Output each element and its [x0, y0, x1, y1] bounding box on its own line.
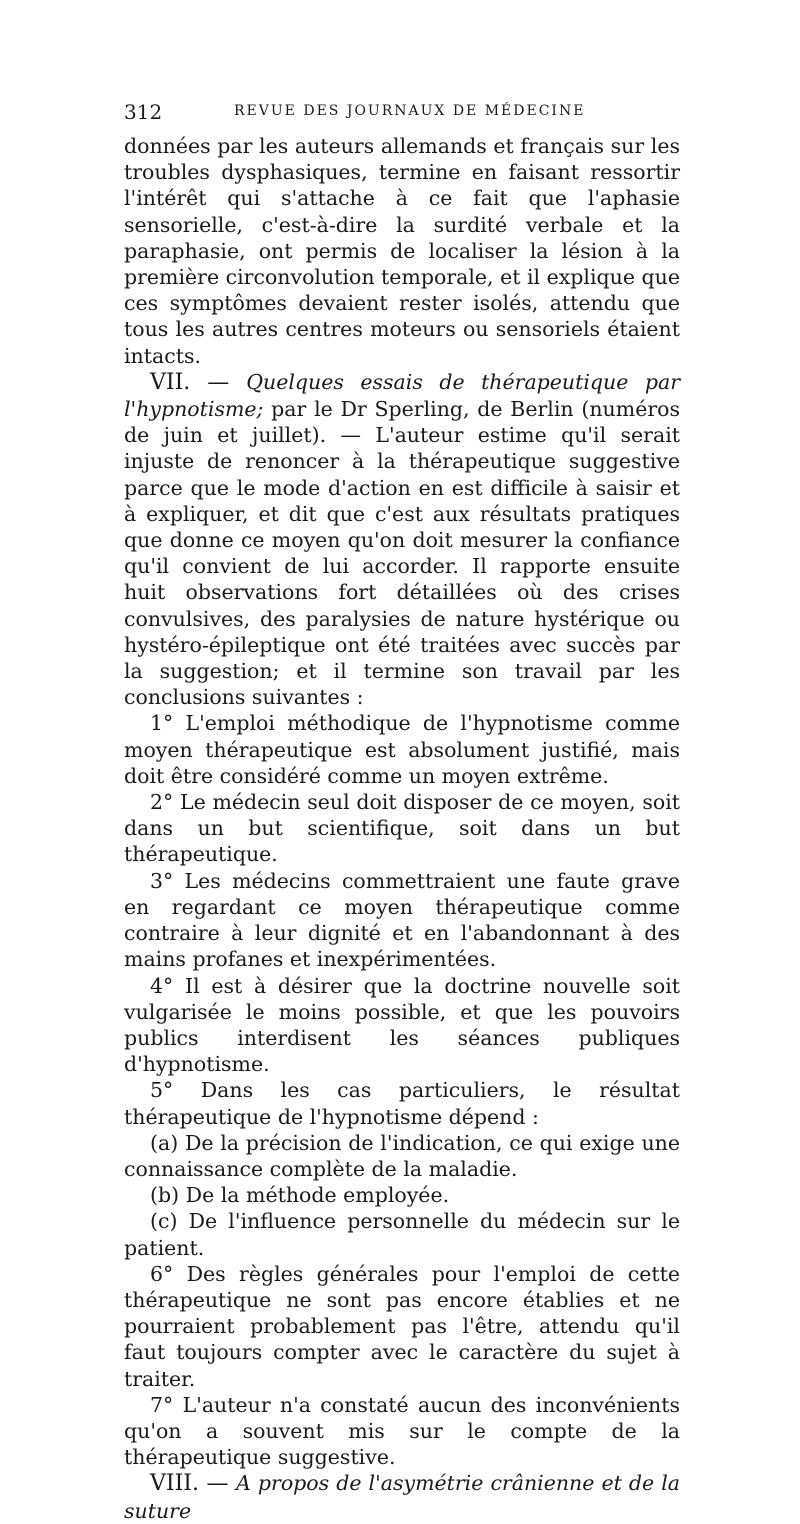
section-viii-number: VIII. —	[150, 1471, 237, 1497]
conclusion-1: 1° L'emploi méthodique de l'hypnotisme comme moyen thérapeutique est absolument justifié, mais doit être considéré comme un moyen extrême.	[124, 711, 680, 788]
conclusion-6: 6° Des règles générales pour l'emploi de cette thérapeutique ne sont pas encore établies et ne pourraient probablement pas l'être, attendu qu'il faut toujours compter avec le caractère du sujet à traiter.	[124, 1261, 680, 1391]
conclusion-4: 4° Il est à désirer que la doctrine nouvelle soit vulgarisée le moins possible, et que les pouvoirs publics interdisent les séances publiques d'hypnotisme.	[124, 973, 680, 1077]
section-vii	[124, 369, 680, 711]
body-text	[124, 133, 680, 1524]
page-number: 312	[124, 100, 163, 124]
conclusion-7: 7° L'auteur n'a constaté aucun des inconvénients qu'on a souvent mis sur le compte de la thérapeutique suggestive.	[124, 1392, 680, 1470]
section-viii	[124, 1470, 680, 1523]
section-vii-number: VII. —	[150, 369, 247, 395]
conclusion-5a: (a) De la précision de l'indication, ce qui exige une connaissance complète de la maladie.	[124, 1130, 680, 1181]
section-viii-title: A propos de l'asymétrie crânienne et de la suture	[124, 1471, 680, 1523]
conclusion-2: 2° Le médecin seul doit disposer de ce moyen, soit dans un but scientifique, soit dans un but thérapeutique.	[124, 790, 680, 867]
running-title: REVUE DES JOURNAUX DE MÉDECINE	[234, 103, 586, 119]
paragraph-continued: données par les auteurs allemands et français sur les troubles dysphasiques, termine en faisant ressortir l'intérêt qui s'attache à ce fait que l'aphasie sensorielle, c'est-à-dire la surdité verbale et la paraphasie, ont permis de localiser la lésion à la première circonvolution temporale, et il explique que ces symptômes devaient rester isolés, attendu que tous les autres centres moteurs ou sensoriels étaient intacts.	[124, 134, 680, 368]
section-vii-title: Quelques essais de thérapeutique par l'hypnotisme;	[124, 369, 681, 422]
section-vii-text: par le Dr Sperling, de Berlin (numéros de juin et juillet). — L'auteur estime qu'il serait injuste de renoncer à la thérapeutique suggestive parce que le mode d'action en est difficile à saisir et à expliquer, et dit que c'est aux résultats pratiques que donne ce moyen qu'on doit mesurer la confiance qu'il convient de lui accorder. Il rapporte ensuite huit observations fort détaillées où des crises convulsives, des paralysies de nature hystérique ou hystéro-épileptique ont été traitées avec succès par la suggestion; et il termine son travail par les conclusions suivantes :	[124, 397, 680, 710]
conclusion-5c: (c) De l'influence personnelle du médecin sur le patient.	[124, 1209, 680, 1260]
page-header	[124, 100, 680, 130]
conclusion-5b: (b) De la méthode employée.	[150, 1183, 450, 1208]
conclusion-5: 5° Dans les cas particuliers, le résultat thérapeutique de l'hypnotisme dépend :	[124, 1078, 680, 1129]
conclusion-3: 3° Les médecins commettraient une faute grave en regardant ce moyen thérapeutique comme contraire à leur dignité et en l'abandonnant à des mains profanes et inexpérimentées.	[124, 868, 680, 972]
